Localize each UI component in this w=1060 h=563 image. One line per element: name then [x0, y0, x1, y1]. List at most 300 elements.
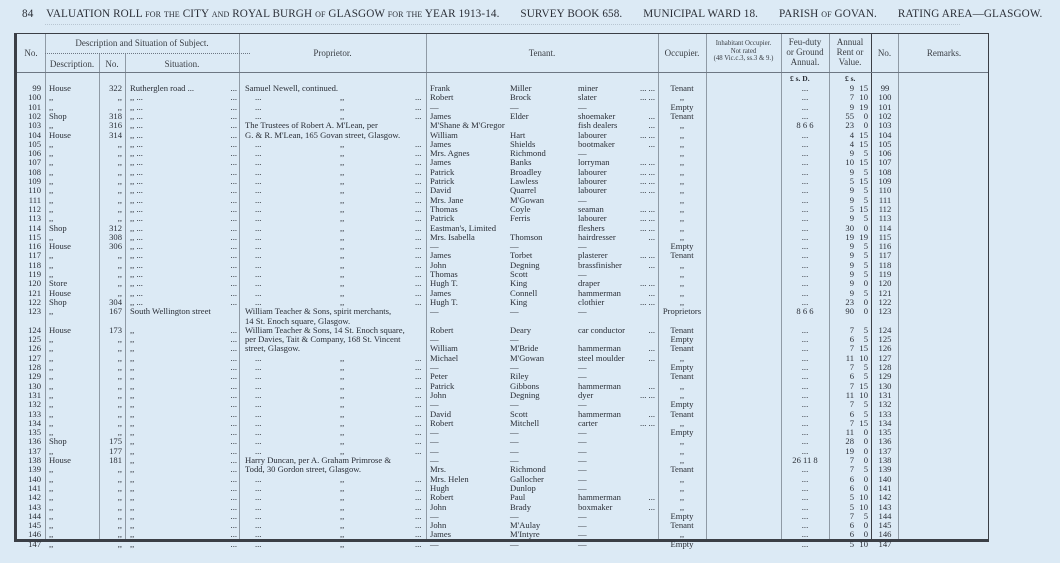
row-number: 146 [28, 529, 41, 540]
street-number: ,, [117, 250, 122, 261]
rent-shillings: 0 [863, 306, 868, 317]
situation: ,, [130, 492, 135, 503]
description: ,, [49, 408, 54, 419]
tenant-surname: M'Bride [510, 343, 539, 354]
occupation-dots: ... ... [639, 250, 655, 261]
proprietor-dots: ... [255, 241, 262, 252]
row-number-right: 147 [878, 538, 892, 549]
proprietor-ditto: ,, [340, 176, 345, 186]
tenant-surname: Elder [510, 110, 529, 121]
description: House [49, 287, 71, 298]
table-row [17, 326, 988, 335]
proprietor-dots: ... [255, 371, 262, 382]
proprietor-ditto: ,, [340, 213, 345, 224]
row-number: 111 [28, 194, 41, 205]
proprietor: street, Glasgow. [245, 343, 301, 354]
rent-pounds: 5 [849, 203, 854, 214]
situation: ,, ... [130, 259, 143, 270]
row-number-right: 101 [878, 101, 892, 112]
tenant-first-name: Mrs. Jane [430, 194, 464, 205]
occupation: — [578, 464, 587, 475]
occupation: — [578, 371, 587, 382]
row-number: 117 [28, 250, 41, 261]
proprietor-dots: ... [415, 529, 422, 540]
row-number-right: 133 [878, 408, 892, 419]
rent-pounds: 4 [849, 129, 854, 140]
table-row [17, 233, 988, 242]
rent-pounds: 11 [845, 389, 854, 400]
proprietor-dots: ... [415, 520, 422, 531]
situation: ,, [130, 464, 135, 475]
street-number: 306 [109, 241, 122, 252]
feu-units: £ s. D. [790, 74, 810, 83]
description: ,, [49, 120, 54, 131]
tenant-surname: M'Gowan [510, 352, 545, 363]
occupation: hammerman [578, 492, 621, 503]
row-number-right: 113 [878, 213, 892, 224]
tenant-surname: — [510, 362, 519, 372]
description: ,, [49, 250, 54, 261]
tenant-first-name: David [430, 408, 452, 419]
row-number-right: 102 [878, 110, 892, 121]
rent-shillings: 15 [859, 203, 868, 214]
tenant-first-name: — [430, 445, 439, 456]
proprietor-ditto: ,, [340, 269, 345, 279]
occupation-dots: ... [648, 138, 655, 149]
table-row [17, 503, 988, 512]
description: ,, [49, 427, 54, 438]
tenant-first-name: — [430, 538, 439, 549]
row-number-right: 132 [878, 399, 892, 410]
tenant-surname: — [510, 445, 519, 456]
rent-shillings: 5 [863, 324, 868, 335]
situation: ,, ... [130, 185, 143, 196]
occupation-dots: ... ... [639, 417, 655, 428]
street-number: ,, [117, 399, 122, 410]
tenant-first-name: Peter [430, 371, 448, 382]
feu-duty: ... [801, 287, 809, 298]
feu-duty: ... [801, 250, 809, 261]
rent-shillings: 5 [863, 510, 868, 521]
col-header-no: No. [24, 48, 38, 58]
row-number: 116 [28, 241, 41, 252]
tenant-first-name: James [430, 250, 452, 261]
proprietor-dots: ... [415, 148, 422, 159]
tenant-surname: Scott [510, 408, 528, 419]
tenant-first-name: Hugh T. [430, 296, 458, 307]
rent-pounds: 55 [845, 110, 854, 121]
rent-shillings: 0 [863, 445, 868, 456]
rent-shillings: 5 [863, 269, 868, 279]
municipal-ward: MUNICIPAL WARD 18. [643, 8, 759, 20]
occupation-dots: ... [648, 380, 655, 391]
table-row [17, 540, 988, 549]
row-number: 120 [28, 278, 41, 289]
rent-shillings: 0 [863, 529, 868, 540]
rent-pounds: 9 [849, 287, 854, 298]
page-header [22, 8, 1043, 20]
row-number-right: 143 [878, 501, 892, 512]
row-number: 137 [28, 445, 41, 456]
row-number-right: 131 [878, 389, 892, 400]
row-number: 131 [28, 389, 41, 400]
occupation: — [578, 473, 587, 484]
rent-shillings: 5 [863, 334, 868, 345]
proprietor-dots: ... [415, 371, 422, 382]
rent-pounds: 9 [849, 213, 854, 224]
row-number-right: 103 [878, 120, 892, 131]
table-row [17, 447, 988, 456]
tenant-surname: King [510, 296, 528, 307]
occupation: hammerman [578, 287, 621, 298]
situation: ,, ... [130, 241, 143, 252]
situation-dots: ... [230, 343, 237, 354]
rent-shillings: 10 [859, 492, 868, 503]
feu-duty: ... [801, 185, 809, 196]
tenant-surname: Riley [510, 371, 529, 382]
row-number: 129 [28, 371, 41, 382]
description: ,, [49, 176, 54, 186]
row-number: 100 [28, 92, 41, 103]
street-number: ,, [117, 510, 122, 521]
table-row [17, 103, 988, 112]
situation-dots: ... [230, 380, 237, 391]
row-number-right: 120 [878, 278, 892, 289]
rent-pounds: 9 [849, 83, 854, 93]
inhabitant-line3: (48 Vic.c.3, ss.3 & 9.) [713, 55, 774, 62]
proprietor-dots: ... [415, 492, 422, 503]
occupier: ,, [679, 389, 685, 400]
table-row [17, 428, 988, 437]
occupation: — [578, 529, 587, 540]
col-header-proprietor: Proprietor. [313, 48, 352, 58]
proprietor-ditto: ,, [340, 520, 345, 531]
feu-duty: ... [801, 138, 809, 149]
description: House [49, 129, 71, 140]
rent-line1: Annual [836, 37, 864, 47]
street-number: 181 [109, 455, 122, 465]
situation: ,, ... [130, 129, 143, 140]
row-number: 136 [28, 436, 41, 447]
situation-dots: ... [230, 371, 237, 382]
rent-shillings: 0 [863, 222, 868, 233]
rent-pounds: 5 [849, 492, 854, 503]
feu-duty: ... [801, 352, 809, 363]
description: ,, [49, 417, 54, 428]
proprietor-dots: ... [255, 538, 262, 549]
table-row [17, 530, 988, 539]
occupier: Tenant [670, 371, 694, 382]
tenant-surname: — [510, 101, 519, 112]
row-number: 141 [28, 482, 41, 493]
feu-duty: ... [801, 408, 809, 419]
tenant-surname: — [510, 427, 519, 438]
occupier: ,, [679, 473, 685, 484]
feu-duty: ... [801, 343, 809, 354]
street-number: ,, [117, 166, 122, 177]
proprietor-ditto: ,, [340, 427, 345, 438]
description: ,, [49, 389, 54, 400]
col-header-street-no: No. [105, 59, 119, 69]
inhabitant-line2: Not rated [730, 47, 757, 55]
row-number-right: 118 [878, 259, 892, 270]
description: ,, [49, 194, 54, 205]
feu-duty: ... [801, 492, 809, 503]
situation-dots: ... [230, 473, 237, 484]
situation-dots: ... [230, 492, 237, 503]
rent-shillings: 5 [863, 371, 868, 382]
proprietor-dots: ... [415, 287, 422, 298]
street-number: ,, [117, 520, 122, 531]
situation: ,, [130, 352, 135, 363]
rent-shillings: 15 [859, 83, 868, 93]
table-row [17, 242, 988, 251]
rent-pounds: 7 [849, 464, 854, 475]
tenant-surname: Coyle [510, 203, 531, 214]
proprietor-dots: ... [255, 148, 262, 159]
rent-shillings: 0 [863, 436, 868, 447]
situation: ,, [130, 445, 135, 456]
row-number-right: 128 [878, 362, 892, 372]
proprietor-dots: ... [415, 501, 422, 512]
occupation: fleshers [578, 222, 605, 233]
situation: ,, ... [130, 138, 143, 149]
proprietor: Harry Duncan, per A. Graham Primrose & [245, 455, 392, 465]
tenant-first-name: Mrs. [430, 464, 446, 475]
feu-duty: ... [801, 362, 809, 372]
col-header-inhabitant [706, 40, 781, 63]
proprietor-dots: ... [255, 417, 262, 428]
feu-duty: ... [801, 296, 809, 307]
row-number-right: 146 [878, 529, 892, 540]
occupier: ,, [679, 380, 685, 391]
description: Store [49, 278, 68, 289]
proprietor-dots: ... [255, 436, 262, 447]
street-number: 167 [109, 306, 122, 317]
tenant-surname: Richmond [510, 464, 546, 475]
rent-pounds: 11 [845, 427, 854, 438]
occupation: — [578, 538, 587, 549]
feu-duty: ... [801, 417, 809, 428]
col-header-annual-rent [829, 37, 871, 67]
situation-dots: ... [230, 157, 237, 168]
tenant-first-name: — [430, 436, 439, 447]
proprietor-dots: ... [255, 427, 262, 438]
description: ,, [49, 510, 54, 521]
tenant-first-name: — [430, 241, 439, 252]
inhabitant-line1: Inhabitant Occupier. [715, 40, 772, 47]
feu-duty: ... [801, 203, 809, 214]
occupation-dots: ... ... [639, 278, 655, 289]
tenant-first-name: James [430, 287, 452, 298]
feu-duty: ... [801, 166, 809, 177]
row-number: 115 [28, 231, 41, 242]
proprietor-dots: ... [415, 380, 422, 391]
situation-dots: ... [230, 120, 237, 131]
proprietor: Samuel Newell, continued. [245, 83, 339, 93]
situation-dots: ... [230, 408, 237, 419]
occupier: ,, [679, 176, 685, 186]
rent-shillings: 19 [859, 101, 868, 112]
rent-pounds: 7 [849, 510, 854, 521]
occupation: labourer [578, 129, 607, 140]
rent-pounds: 9 [849, 278, 854, 289]
feu-duty: ... [801, 241, 809, 252]
proprietor-ditto: ,, [340, 194, 345, 205]
tenant-first-name: Patrick [430, 380, 455, 391]
rating-area: RATING AREA—GLASGOW. [897, 8, 1043, 20]
rent-pounds: 5 [849, 538, 854, 549]
feu-duty: ... [801, 222, 809, 233]
description: ,, [49, 203, 54, 214]
rent-pounds: 6 [849, 529, 854, 540]
rent-shillings: 10 [859, 538, 868, 549]
occupier: Empty [670, 241, 694, 252]
rent-pounds: 7 [849, 417, 854, 428]
proprietor-dots: ... [415, 231, 422, 242]
row-number-right: 130 [878, 380, 892, 391]
proprietor-dots: ... [415, 352, 422, 363]
description: ,, [49, 362, 54, 372]
row-number: 139 [28, 464, 41, 475]
feu-duty: ... [801, 436, 809, 447]
street-number: ,, [117, 473, 122, 484]
rent-pounds: 11 [845, 352, 854, 363]
proprietor-dots: ... [255, 185, 262, 196]
rent-pounds: 6 [849, 473, 854, 484]
proprietor-dots: ... [415, 194, 422, 205]
row-number-right: 99 [880, 83, 890, 93]
occupation: — [578, 520, 587, 531]
row-number-right: 108 [878, 166, 892, 177]
feu-duty: ... [801, 334, 809, 345]
table-row [17, 512, 988, 521]
tenant-first-name: Eastman's, Limited [430, 222, 496, 233]
table-row [17, 196, 988, 205]
row-number-right: 145 [878, 520, 892, 531]
row-number-right: 127 [878, 352, 892, 363]
street-number: ,, [117, 203, 122, 214]
feu-duty: ... [801, 324, 809, 335]
table-row [17, 289, 988, 298]
situation-dots: ... [230, 427, 237, 438]
row-number: 135 [28, 427, 41, 438]
tenant-first-name: James [430, 138, 452, 149]
occupier: Tenant [670, 83, 694, 93]
proprietor-ditto: ,, [340, 166, 345, 177]
proprietor-ditto: ,, [340, 231, 345, 242]
feu-duty: ... [801, 538, 809, 549]
proprietor-dots: ... [255, 482, 262, 493]
feu-duty: 8 6 6 [796, 120, 814, 131]
description: ,, [49, 473, 54, 484]
row-number-right: 123 [878, 306, 892, 317]
street-number: ,, [117, 501, 122, 512]
rent-pounds: 28 [845, 436, 854, 447]
rent-shillings: 0 [863, 110, 868, 121]
tenant-surname: Mitchell [510, 417, 540, 428]
proprietor-dots: ... [415, 538, 422, 549]
description: House [49, 241, 71, 252]
table-row [17, 521, 988, 530]
street-number: 173 [109, 324, 122, 335]
proprietor-dots: ... [415, 138, 422, 149]
rent-shillings: 10 [859, 389, 868, 400]
feu-line3: Annual. [790, 57, 820, 67]
row-number-right: 141 [878, 482, 892, 493]
street-number: ,, [117, 138, 122, 149]
table-row [17, 251, 988, 260]
occupation-dots: ... ... [639, 157, 655, 168]
rent-pounds: 6 [849, 408, 854, 419]
proprietor-dots: ... [255, 501, 262, 512]
proprietor-dots: ... [415, 250, 422, 261]
tenant-first-name: Frank [430, 83, 451, 93]
tenant-first-name: Patrick [430, 166, 455, 177]
proprietor-dots: ... [415, 427, 422, 438]
proprietor: William Teacher & Sons, 14 St. Enoch square, [245, 324, 405, 335]
occupier: Empty [670, 334, 694, 345]
table-row [17, 419, 988, 428]
proprietor-ditto: ,, [340, 445, 345, 456]
situation-dots: ... [230, 501, 237, 512]
situation-dots: ... [230, 482, 237, 493]
occupier: Tenant [670, 250, 694, 261]
table-row [17, 344, 988, 353]
situation-dots: ... [230, 259, 237, 270]
table-row [17, 168, 988, 177]
proprietor-dots: ... [255, 194, 262, 205]
occupation: lorryman [578, 157, 610, 168]
situation: ,, [130, 343, 135, 354]
street-number: 316 [109, 120, 122, 131]
rent-pounds: 6 [849, 520, 854, 531]
description: Shop [49, 110, 67, 121]
occupier: ,, [679, 287, 685, 298]
rent-shillings: 15 [859, 176, 868, 186]
row-number-right: 122 [878, 296, 892, 307]
situation-dots: ... [230, 389, 237, 400]
description: Shop [49, 222, 67, 233]
rent-shillings: 10 [859, 352, 868, 363]
street-number: ,, [117, 427, 122, 438]
tenant-surname: Quarrel [510, 185, 537, 196]
occupation-dots: ... [648, 492, 655, 503]
row-number: 144 [28, 510, 41, 521]
row-number: 102 [28, 110, 41, 121]
occupation-dots: ... ... [639, 83, 655, 93]
description: ,, [49, 92, 54, 103]
feu-duty: ... [801, 529, 809, 540]
feu-duty: ... [801, 101, 809, 112]
proprietor-ditto: ,, [340, 501, 345, 512]
street-number: ,, [117, 417, 122, 428]
situation: Rutherglen road ... [130, 83, 195, 93]
proprietor-dots: ... [415, 389, 422, 400]
roll-title: VALUATION ROLL for the CITY and ROYAL BURGH of GLASGOW for the YEAR 1913-14. [46, 8, 500, 20]
occupation: labourer [578, 185, 607, 196]
occupation: draper [578, 278, 600, 289]
occupier: ,, [679, 120, 685, 131]
proprietor-ditto: ,, [340, 510, 345, 521]
row-number-right: 136 [878, 436, 892, 447]
proprietor-ditto: ,, [340, 250, 345, 261]
proprietor-dots: ... [255, 176, 262, 186]
proprietor-ditto: ,, [340, 101, 345, 112]
tenant-first-name: Robert [430, 92, 454, 103]
street-number: ,, [117, 464, 122, 475]
rent-shillings: 5 [863, 464, 868, 475]
